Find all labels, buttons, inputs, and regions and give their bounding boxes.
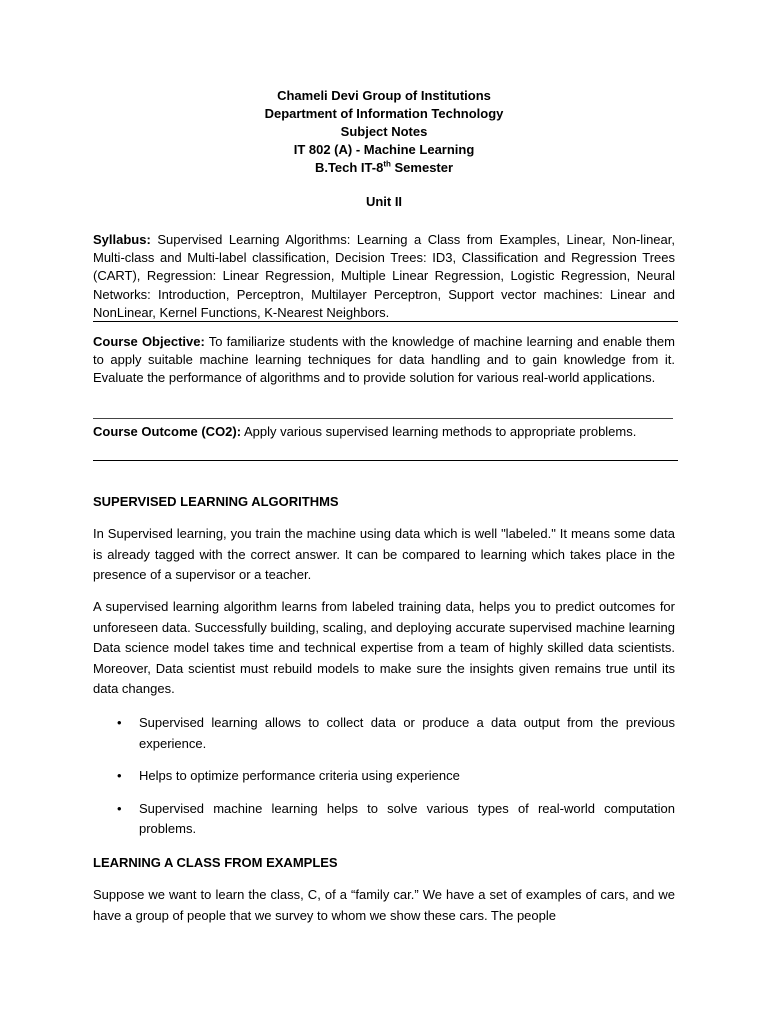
list-item: • Supervised learning allows to collect data or produce a data output from the previous experience. (117, 715, 675, 751)
syllabus-block (93, 231, 675, 322)
learning-class-para-1: Suppose we want to learn the class, C, of a “family car.” We have a set of examples of cars, and we have a group of people that we survey to whom we show these cars. The people (93, 887, 675, 923)
outcome-text: Apply various supervised learning methods to appropriate problems. (241, 424, 637, 439)
institution-name: Chameli Devi Group of Institutions (277, 88, 491, 103)
objective-label: Course Objective: (93, 334, 205, 349)
bullet-icon: • (117, 768, 122, 783)
supervised-bullet-list (93, 713, 675, 852)
supervised-learning-heading: SUPERVISED LEARNING ALGORITHMS (93, 494, 339, 509)
outcome-block (93, 423, 675, 441)
learning-class-heading: LEARNING A CLASS FROM EXAMPLES (93, 855, 338, 870)
syllabus-label: Syllabus: (93, 232, 151, 247)
document-header (0, 87, 768, 177)
objective-text: To familiarize students with the knowledge of machine learning and enable them to apply suitable machine learning techniques for data handling and to gain knowledge from it. Evaluate the performance of algorithms and to provide solution for various real-world applications. (93, 334, 675, 386)
semester-prefix: B.Tech IT-8 (314, 160, 384, 175)
semester-sup: th (383, 159, 391, 169)
list-item: • Supervised machine learning helps to solve various types of real-world computation problems. (117, 800, 675, 836)
department-name: Department of Information Technology (264, 106, 504, 121)
outcome-label: Course Outcome (CO2): (93, 424, 242, 439)
unit-title: Unit II (365, 194, 403, 209)
bullet-icon: • (117, 800, 122, 816)
objective-block (93, 333, 675, 388)
syllabus-text: Supervised Learning Algorithms: Learning a Class from Examples, Linear, Non-linear, Multi-class and Multi-label classification, Decision Trees: ID3, Classification and Regression Trees (CART), Regression: Linear Regression, Multiple Linear Regression, Logistic Regression, Neural Networks: Introduction, Perceptron, Multilayer Perceptron, Support vector machines: Linear and NonLinear, Kernel Functions, K-Nearest Neighbors. (93, 232, 675, 320)
course-title: IT 802 (A) - Machine Learning (293, 142, 475, 157)
subject-notes-label: Subject Notes (340, 124, 428, 139)
divider-3 (93, 460, 678, 461)
semester-line (0, 159, 768, 177)
semester-suffix: Semester (390, 160, 454, 175)
divider-2 (93, 418, 673, 419)
list-item: • Helps to optimize performance criteria using experience (93, 766, 675, 787)
supervised-para-2: A supervised learning algorithm learns from labeled training data, helps you to predict outcomes for unforeseen data. Successfully building, scaling, and deploying accurate supervised machine learning Data science model takes time and technical expertise from a team of highly skilled data scientists. Moreover, Data scientist must rebuild models to make sure the insights given remains true until its data changes. (93, 599, 675, 697)
divider-1 (93, 321, 678, 322)
supervised-para-1: In Supervised learning, you train the machine using data which is well "labeled." It means some data is already tagged with the correct answer. It can be compared to learning which takes place in the presence of a supervisor or a teacher. (93, 526, 675, 583)
bullet-icon: • (117, 715, 122, 730)
